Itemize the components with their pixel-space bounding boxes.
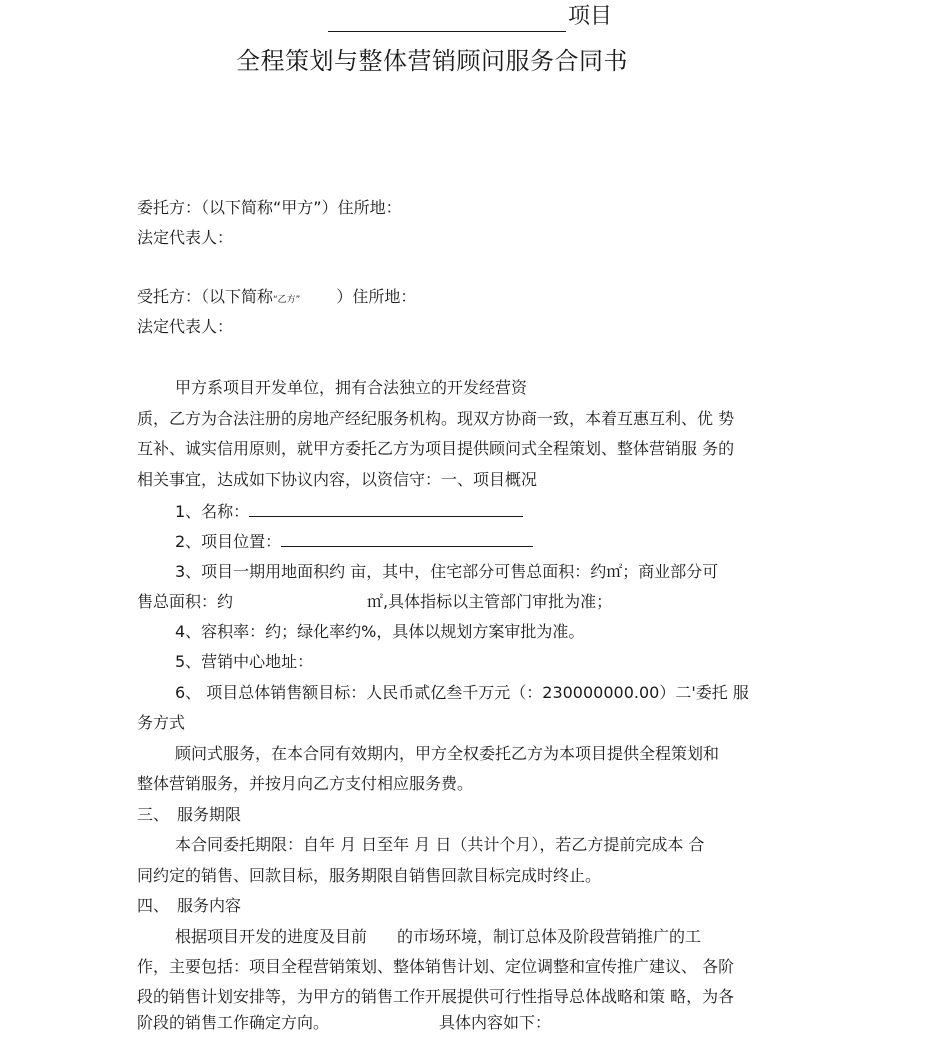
paragraph-line: 顾问式服务，在本合同有效期内，甲方全权委托乙方为本项目提供全程策划和 (175, 744, 720, 763)
agent-party-prefix: 受托方：（以下简称 (137, 287, 274, 306)
document-title: 全程策划与整体营销顾问服务合同书 (236, 47, 628, 75)
paragraph-line: 务方式 (137, 713, 186, 732)
paragraph-line: 同约定的销售、回款目标，服务期限自销售回款目标完成时终止。 (137, 866, 602, 885)
project-name-blank (328, 7, 566, 32)
agent-short-name: “乙方” (273, 295, 301, 305)
title-project-line (328, 2, 612, 32)
p4-text-a: 根据项目开发的进度及目前 (175, 927, 368, 946)
paragraph-line: 相关事宜，达成如下协议内容，以资信守：一、项目概况 (137, 470, 538, 489)
item3-text-b: ㎡,具体指标以主管部门审批为准； (367, 592, 613, 611)
title-suffix: 项目 (568, 4, 613, 29)
item-location-label: 2、项目位置： (175, 532, 282, 551)
item-name-line (175, 500, 523, 523)
client-party-line: 委托方：（以下简称“甲方”）住所地： (137, 198, 402, 217)
paragraph-line: 6、 项目总体销售额目标：人民币贰亿叁千万元（：230000000.00）二'委托 服 (175, 683, 749, 702)
item-location-line (175, 530, 533, 553)
agent-representative-line: 法定代表人： (137, 317, 234, 336)
p4-text-c: 阶段的销售工作确定方向。 (137, 1013, 330, 1032)
paragraph-line: 4、容积率：约；绿化率约%，具体以规划方案审批为准。 (175, 622, 585, 641)
item-name-label: 1、名称： (175, 502, 250, 521)
paragraph-line: 质，乙方为合法注册的房地产经纪服务机构。现双方协商一致，本着互惠互利、优 势 (137, 409, 735, 428)
section-heading: 四、 服务内容 (137, 896, 242, 915)
paragraph-line (137, 591, 612, 613)
paragraph-line: 5、营销中心地址： (175, 652, 314, 671)
p4-text-b: 的市场环境，制订总体及阶段营销推广的工 (397, 927, 702, 946)
paragraph-line (137, 1012, 551, 1034)
paragraph-line: 段的销售计划安排等，为甲方的销售工作开展提供可行性指导总体战略和策 略，为各 (137, 987, 735, 1006)
p4-text-d: 具体内容如下： (439, 1013, 552, 1032)
agent-party-suffix: ）住所地： (336, 287, 417, 306)
paragraph-line: 本合同委托期限：自年 月 日至年 月 日（共计个月），若乙方提前完成本 合 (175, 835, 705, 854)
paragraph-line: 整体营销服务，并按月向乙方支付相应服务费。 (137, 774, 474, 793)
agent-party-line (137, 286, 416, 311)
location-blank (281, 530, 533, 547)
client-representative-line: 法定代表人： (137, 228, 234, 247)
paragraph-line: 互补、诚实信用原则，就甲方委托乙方为项目提供顾问式全程策划、整体营销服 务的 (137, 439, 735, 458)
paragraph-line (175, 926, 701, 948)
section-heading: 三、 服务期限 (137, 805, 242, 824)
paragraph-line: 3、项目一期用地面积约 亩，其中，住宅部分可售总面积：约㎡；商业部分可 (175, 562, 719, 581)
paragraph-line: 作，主要包括：项目全程营销策划、整体销售计划、定位调整和宣传推广建议、 各阶 (137, 957, 735, 976)
item3-text-a: 售总面积：约 (137, 592, 234, 611)
name-blank (249, 500, 523, 517)
paragraph-line: 甲方系项目开发单位，拥有合法独立的开发经营资 (175, 378, 528, 397)
